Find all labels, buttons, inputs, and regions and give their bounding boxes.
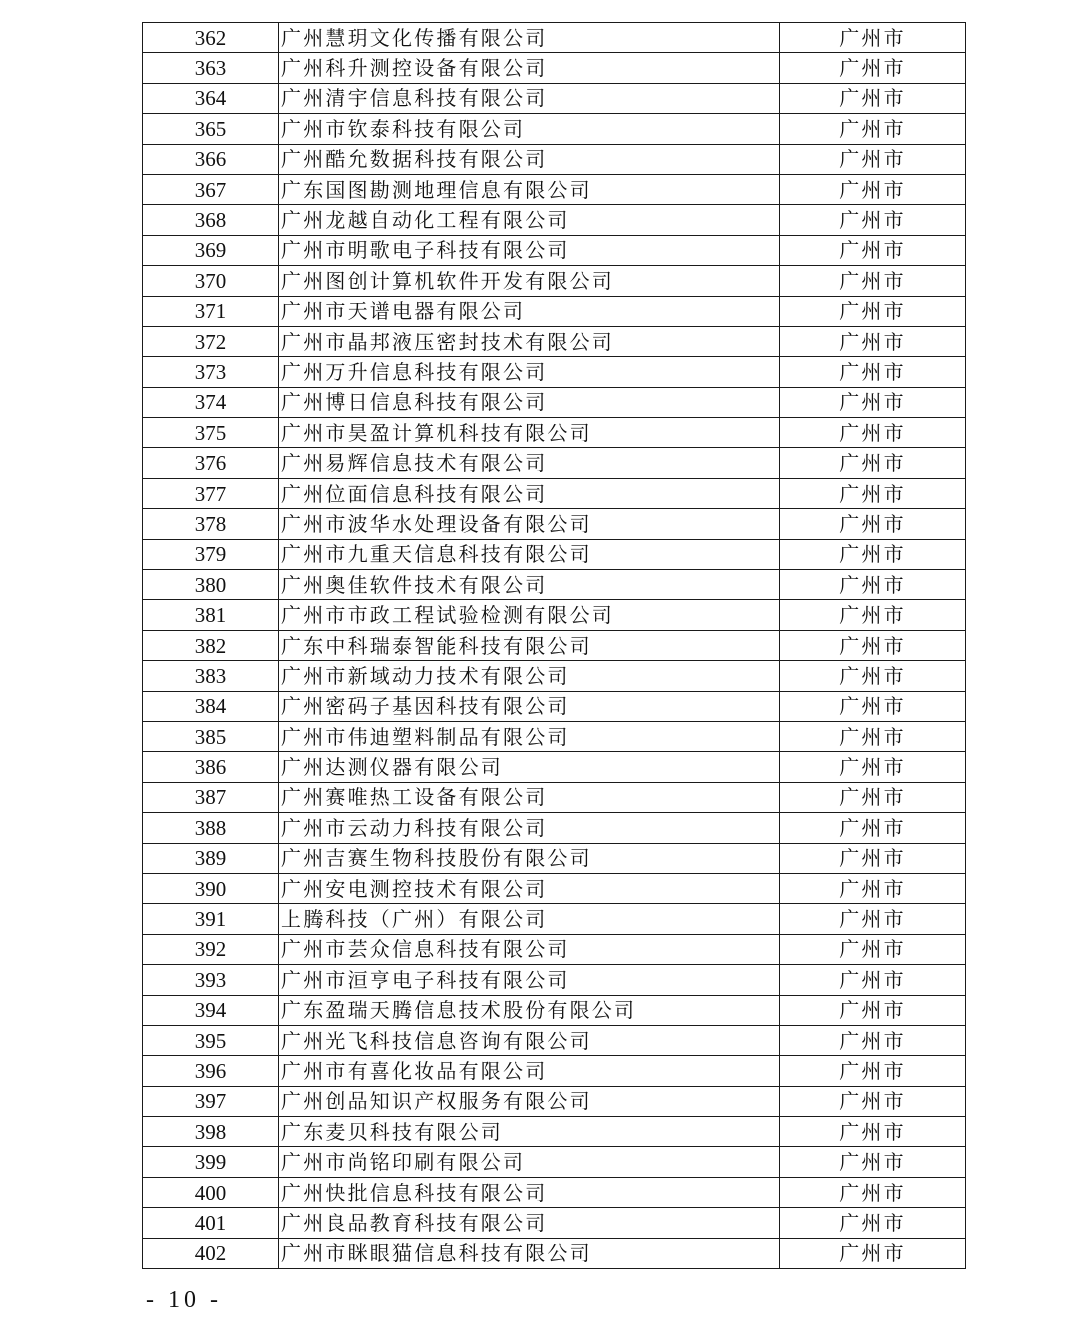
- city-cell: 广州市: [780, 813, 966, 843]
- city-cell: 广州市: [780, 570, 966, 600]
- row-number-cell: 374: [143, 387, 279, 417]
- company-name-cell: 广东国图勘测地理信息有限公司: [279, 174, 780, 204]
- city-cell: 广州市: [780, 1177, 966, 1207]
- company-name-cell: 广州博日信息科技有限公司: [279, 387, 780, 417]
- company-name-cell: 广州市钦泰科技有限公司: [279, 114, 780, 144]
- table-row: [143, 965, 966, 995]
- city-cell: 广州市: [780, 1056, 966, 1086]
- row-number-cell: 386: [143, 752, 279, 782]
- row-number-cell: 380: [143, 570, 279, 600]
- table-row: [143, 1147, 966, 1177]
- city-cell: 广州市: [780, 326, 966, 356]
- table-row: [143, 1238, 966, 1268]
- table-row: [143, 1056, 966, 1086]
- row-number-cell: 364: [143, 83, 279, 113]
- city-cell: 广州市: [780, 448, 966, 478]
- company-name-cell: 广州奥佳软件技术有限公司: [279, 570, 780, 600]
- table-row: [143, 843, 966, 873]
- row-number-cell: 395: [143, 1025, 279, 1055]
- row-number-cell: 371: [143, 296, 279, 326]
- table-row: [143, 205, 966, 235]
- company-name-cell: 广州龙越自动化工程有限公司: [279, 205, 780, 235]
- company-name-cell: 广州市明歌电子科技有限公司: [279, 235, 780, 265]
- row-number-cell: 402: [143, 1238, 279, 1268]
- city-cell: 广州市: [780, 387, 966, 417]
- city-cell: 广州市: [780, 1208, 966, 1238]
- company-name-cell: 广州赛唯热工设备有限公司: [279, 782, 780, 812]
- row-number-cell: 397: [143, 1086, 279, 1116]
- company-name-cell: 广州图创计算机软件开发有限公司: [279, 266, 780, 296]
- city-cell: 广州市: [780, 661, 966, 691]
- row-number-cell: 373: [143, 357, 279, 387]
- row-number-cell: 376: [143, 448, 279, 478]
- company-name-cell: 广州市有喜化妆品有限公司: [279, 1056, 780, 1086]
- company-name-cell: 广东中科瑞泰智能科技有限公司: [279, 630, 780, 660]
- company-name-cell: 广州市市政工程试验检测有限公司: [279, 600, 780, 630]
- row-number-cell: 363: [143, 53, 279, 83]
- row-number-cell: 396: [143, 1056, 279, 1086]
- city-cell: 广州市: [780, 296, 966, 326]
- company-list-body: [143, 23, 966, 1269]
- company-name-cell: 广州市伟迪塑料制品有限公司: [279, 721, 780, 751]
- city-cell: 广州市: [780, 600, 966, 630]
- city-cell: 广州市: [780, 174, 966, 204]
- city-cell: 广州市: [780, 357, 966, 387]
- company-name-cell: 广州创品知识产权服务有限公司: [279, 1086, 780, 1116]
- city-cell: 广州市: [780, 1086, 966, 1116]
- company-name-cell: 广州酷允数据科技有限公司: [279, 144, 780, 174]
- company-name-cell: 广州市洹亨电子科技有限公司: [279, 965, 780, 995]
- table-row: [143, 539, 966, 569]
- row-number-cell: 393: [143, 965, 279, 995]
- table-row: [143, 873, 966, 903]
- city-cell: 广州市: [780, 995, 966, 1025]
- table-row: [143, 235, 966, 265]
- row-number-cell: 392: [143, 934, 279, 964]
- city-cell: 广州市: [780, 630, 966, 660]
- page-number: - 10 -: [146, 1287, 222, 1313]
- table-row: [143, 509, 966, 539]
- table-row: [143, 630, 966, 660]
- city-cell: 广州市: [780, 266, 966, 296]
- table-row: [143, 661, 966, 691]
- company-name-cell: 广州市晶邦液压密封技术有限公司: [279, 326, 780, 356]
- city-cell: 广州市: [780, 539, 966, 569]
- row-number-cell: 367: [143, 174, 279, 204]
- row-number-cell: 387: [143, 782, 279, 812]
- table-row: [143, 1117, 966, 1147]
- row-number-cell: 401: [143, 1208, 279, 1238]
- table-row: [143, 448, 966, 478]
- company-name-cell: 广州万升信息科技有限公司: [279, 357, 780, 387]
- company-name-cell: 广州易辉信息技术有限公司: [279, 448, 780, 478]
- table-row: [143, 782, 966, 812]
- company-list-table: [142, 22, 966, 1269]
- row-number-cell: 372: [143, 326, 279, 356]
- city-cell: 广州市: [780, 83, 966, 113]
- company-name-cell: 广州密码子基因科技有限公司: [279, 691, 780, 721]
- table-row: [143, 904, 966, 934]
- table-row: [143, 570, 966, 600]
- city-cell: 广州市: [780, 752, 966, 782]
- table-row: [143, 144, 966, 174]
- company-name-cell: 广州达测仪器有限公司: [279, 752, 780, 782]
- city-cell: 广州市: [780, 144, 966, 174]
- company-name-cell: 广州位面信息科技有限公司: [279, 478, 780, 508]
- city-cell: 广州市: [780, 418, 966, 448]
- company-name-cell: 广州市芸众信息科技有限公司: [279, 934, 780, 964]
- table-row: [143, 326, 966, 356]
- row-number-cell: 381: [143, 600, 279, 630]
- city-cell: 广州市: [780, 965, 966, 995]
- city-cell: 广州市: [780, 1147, 966, 1177]
- company-name-cell: 广州市昊盈计算机科技有限公司: [279, 418, 780, 448]
- city-cell: 广州市: [780, 873, 966, 903]
- row-number-cell: 388: [143, 813, 279, 843]
- row-number-cell: 384: [143, 691, 279, 721]
- company-name-cell: 广州市尚铭印刷有限公司: [279, 1147, 780, 1177]
- company-name-cell: 广州科升测控设备有限公司: [279, 53, 780, 83]
- table-row: [143, 1177, 966, 1207]
- table-row: [143, 114, 966, 144]
- table-row: [143, 1208, 966, 1238]
- company-name-cell: 广州良品教育科技有限公司: [279, 1208, 780, 1238]
- company-name-cell: 广州市眯眼猫信息科技有限公司: [279, 1238, 780, 1268]
- city-cell: 广州市: [780, 1025, 966, 1055]
- row-number-cell: 398: [143, 1117, 279, 1147]
- table-row: [143, 357, 966, 387]
- company-name-cell: 广州慧玥文化传播有限公司: [279, 23, 780, 53]
- table-row: [143, 995, 966, 1025]
- table-row: [143, 83, 966, 113]
- company-name-cell: 广州清宇信息科技有限公司: [279, 83, 780, 113]
- row-number-cell: 400: [143, 1177, 279, 1207]
- company-name-cell: 广州市新域动力技术有限公司: [279, 661, 780, 691]
- row-number-cell: 394: [143, 995, 279, 1025]
- row-number-cell: 382: [143, 630, 279, 660]
- row-number-cell: 370: [143, 266, 279, 296]
- city-cell: 广州市: [780, 235, 966, 265]
- row-number-cell: 369: [143, 235, 279, 265]
- city-cell: 广州市: [780, 904, 966, 934]
- row-number-cell: 362: [143, 23, 279, 53]
- city-cell: 广州市: [780, 1117, 966, 1147]
- table-row: [143, 1025, 966, 1055]
- row-number-cell: 389: [143, 843, 279, 873]
- row-number-cell: 366: [143, 144, 279, 174]
- table-row: [143, 1086, 966, 1116]
- city-cell: 广州市: [780, 53, 966, 83]
- row-number-cell: 391: [143, 904, 279, 934]
- table-row: [143, 934, 966, 964]
- row-number-cell: 383: [143, 661, 279, 691]
- city-cell: 广州市: [780, 509, 966, 539]
- company-name-cell: 广州市波华水处理设备有限公司: [279, 509, 780, 539]
- city-cell: 广州市: [780, 934, 966, 964]
- row-number-cell: 365: [143, 114, 279, 144]
- table-row: [143, 721, 966, 751]
- table-row: [143, 266, 966, 296]
- city-cell: 广州市: [780, 691, 966, 721]
- city-cell: 广州市: [780, 843, 966, 873]
- table-row: [143, 600, 966, 630]
- city-cell: 广州市: [780, 478, 966, 508]
- company-name-cell: 广州市云动力科技有限公司: [279, 813, 780, 843]
- company-name-cell: 广州快批信息科技有限公司: [279, 1177, 780, 1207]
- table-row: [143, 752, 966, 782]
- company-name-cell: 广东盈瑞天腾信息技术股份有限公司: [279, 995, 780, 1025]
- table-row: [143, 478, 966, 508]
- company-name-cell: 广东麦贝科技有限公司: [279, 1117, 780, 1147]
- company-name-cell: 广州吉赛生物科技股份有限公司: [279, 843, 780, 873]
- city-cell: 广州市: [780, 23, 966, 53]
- table-row: [143, 23, 966, 53]
- city-cell: 广州市: [780, 114, 966, 144]
- table-row: [143, 296, 966, 326]
- city-cell: 广州市: [780, 782, 966, 812]
- row-number-cell: 368: [143, 205, 279, 235]
- table-row: [143, 418, 966, 448]
- company-name-cell: 广州市九重天信息科技有限公司: [279, 539, 780, 569]
- table-row: [143, 53, 966, 83]
- table-row: [143, 691, 966, 721]
- company-name-cell: 广州市天谱电器有限公司: [279, 296, 780, 326]
- row-number-cell: 377: [143, 478, 279, 508]
- table-row: [143, 174, 966, 204]
- company-name-cell: 广州光飞科技信息咨询有限公司: [279, 1025, 780, 1055]
- company-name-cell: 上腾科技（广州）有限公司: [279, 904, 780, 934]
- row-number-cell: 399: [143, 1147, 279, 1177]
- city-cell: 广州市: [780, 721, 966, 751]
- city-cell: 广州市: [780, 1238, 966, 1268]
- company-name-cell: 广州安电测控技术有限公司: [279, 873, 780, 903]
- row-number-cell: 378: [143, 509, 279, 539]
- table-row: [143, 813, 966, 843]
- row-number-cell: 379: [143, 539, 279, 569]
- table-row: [143, 387, 966, 417]
- row-number-cell: 375: [143, 418, 279, 448]
- row-number-cell: 385: [143, 721, 279, 751]
- row-number-cell: 390: [143, 873, 279, 903]
- city-cell: 广州市: [780, 205, 966, 235]
